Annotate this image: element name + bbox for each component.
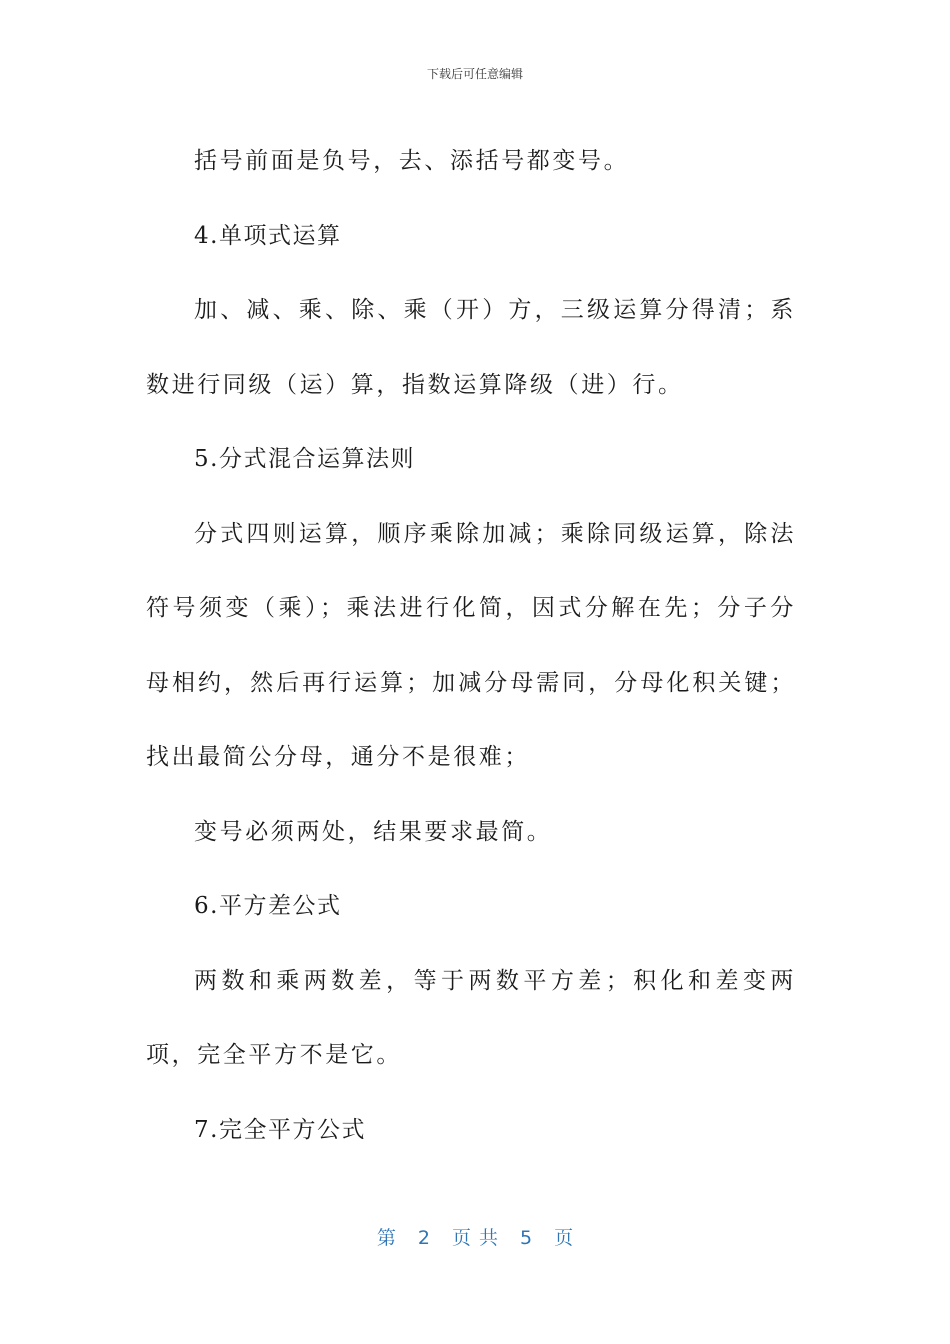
- paragraph: 分式四则运算，顺序乘除加减；乘除同级运算，除法符号须变（乘）；乘法进行化简，因式分解在先；分子分母相约，然后再行运算；加减分母需同，分母化积关键；找出最简公分母，通分不是很难；: [146, 520, 796, 770]
- footer-current-page: 2: [417, 1227, 430, 1249]
- page-header-note: 下载后可任意编辑: [426, 67, 523, 81]
- section-heading: 7.完全平方公式: [194, 1116, 366, 1143]
- footer-suffix: 页: [554, 1227, 574, 1249]
- paragraph: 加、减、乘、除、乘（开）方，三级运算分得清；系数进行同级（运）算，指数运算降级（进）行。: [146, 297, 796, 398]
- section-heading: 5.分式混合运算法则: [194, 446, 415, 472]
- paragraph: 变号必须两处，结果要求最简。: [194, 818, 553, 845]
- section-heading: 6.平方差公式: [194, 893, 342, 919]
- footer-prefix: 第: [376, 1227, 396, 1249]
- document-body: [146, 124, 796, 1167]
- footer-middle: 页共: [451, 1227, 506, 1249]
- page-footer: [0, 1226, 950, 1250]
- section-heading: 4.单项式运算: [194, 222, 342, 249]
- footer-total-pages: 5: [520, 1227, 533, 1249]
- paragraph: 两数和乘两数差，等于两数平方差；积化和差变两项，完全平方不是它。: [146, 967, 796, 1068]
- paragraph: 括号前面是负号，去、添括号都变号。: [194, 148, 630, 174]
